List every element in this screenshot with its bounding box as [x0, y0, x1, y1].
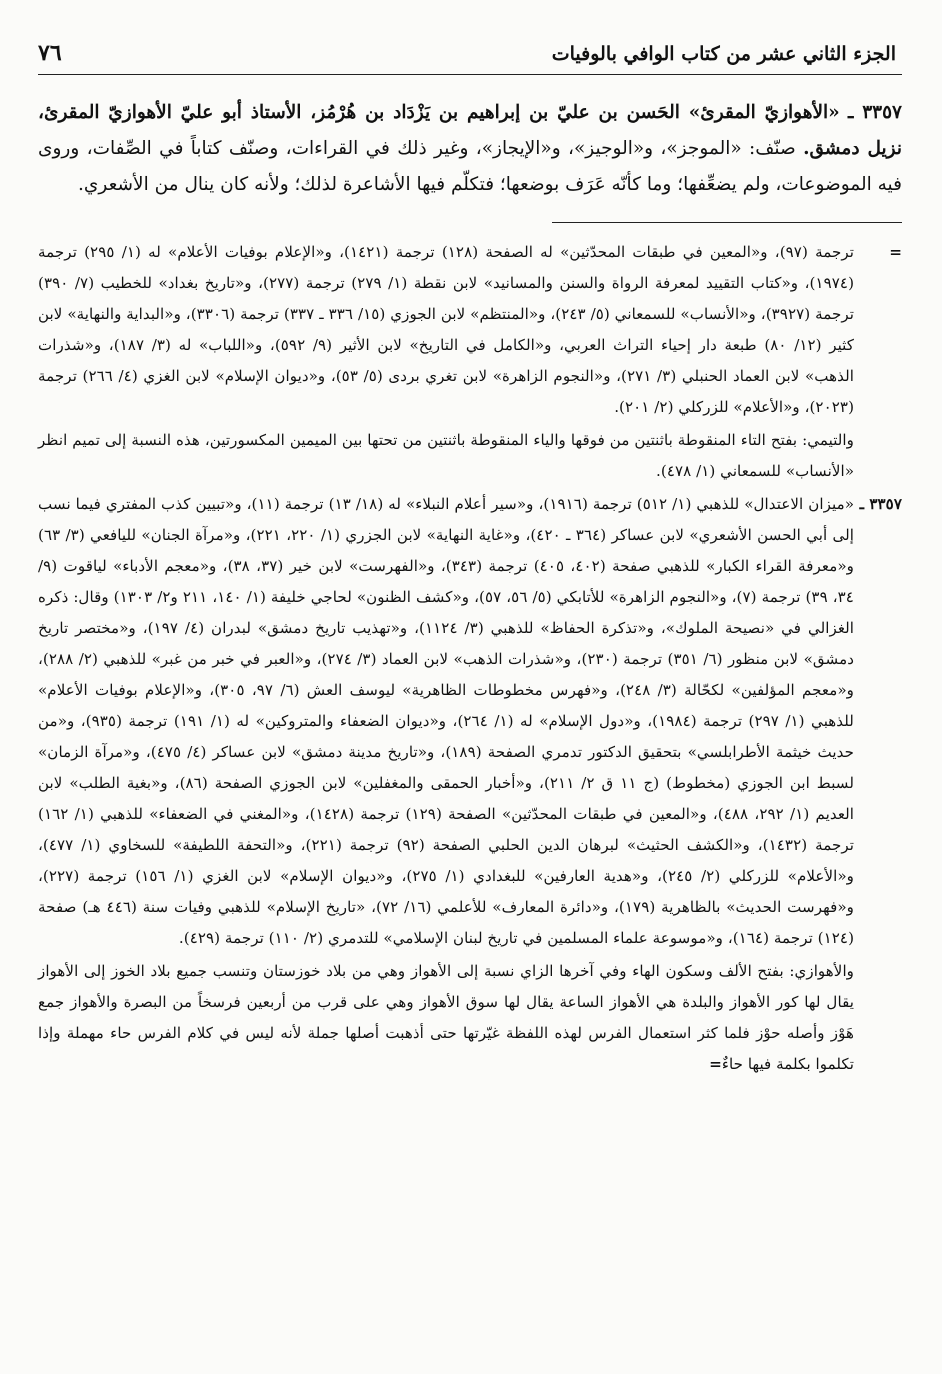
footnote-text: والأهوازي: بفتح الألف وسكون الهاء وفي آخرها الزاي نسبة إلى الأهواز وهي من بلاد خوزستان وتنسب جميع بلاد الخوز إلى الأهواز يقال لها كور الأهواز والبلدة هي الأهواز الساعة يقال لها سوق الأهواز وهي على قرب من أربعين فرسخاً من البصرة والأهواز جمع هَوْز وأصله حوْز فلما كثر استعمال الفرس لهذه اللفظة غيّرتها حتى أذهبت أصلها جملة لأنه ليس في كلام الفرس حاء مهملة وإذا تكلموا بكلمة فيها حاءٌ [38, 961, 854, 1073]
entry-body: صنّف: «الموجز»، و«الوجيز»، و«الإيجاز»، وغير ذلك في القراءات، وصنّف كتاباً في الصِّفات، وروى فيه الموضوعات، ولم يضعِّفها؛ وما كأنّه عَرَف بوضعها؛ فتكلّم فيها الأشاعرة لذلك؛ ولأنه كان ينال من الأشعري. [38, 138, 902, 195]
footnote-text: «ميزان الاعتدال» للذهبي (١/ ٥١٢) ترجمة (١٩١٦)، و«سير أعلام النبلاء» له (١٨/ ١٣) ترجمة (١١)، و«تبيين كذب المفتري فيما نسب إلى أبي الحسن الأشعري» لابن عساكر (٣٦٤ ـ ٤٢٠)، و«غاية النهاية» لابن الجزري (١/ ٢٢٠، ٢٢١)، و«مرآة الجنان» لليافعي (٣/ ٦٣) و«معرفة القراء الكبار» للذهبي صفحة (٤٠٢، ٤٠٥) ترجمة (٣٤٣)، و«الفهرست» لابن خير (٣٧، ٣٨)، و«معجم الأدباء» لياقوت (٩/ ٣٤، ٣٩) ترجمة (٧)، و«النجوم الزاهرة» للأتابكي (٥/ ٥٦، ٥٧)، و«كشف الظنون» لحاجي خليفة (١/ ١٤٠، ٢١١ و٢/ ١٣٠٣) وقال: ذكره الغزالي في «نصيحة الملوك»، و«تذكرة الحفاظ» للذهبي (٣/ ١١٢٤)، و«تهذيب تاريخ دمشق» لبدران (٤/ ١٩٧)، و«مختصر تاريخ دمشق» لابن منظور (٦/ ٣٥١) ترجمة (٢٣٠)، و«شذرات الذهب» لابن العماد (٣/ ٢٧٤)، و«العبر في خبر من غبر» للذهبي (٢/ ٢٨٨)، و«معجم المؤلفين» لكحّالة (٣/ ٢٤٨)، و«فهرس مخطوطات الظاهرية» ليوسف العش (٦/ ٩٧، ٣٠٥)، و«الإعلام بوفيات الأعلام» للذهبي (١/ ٢٩٧) ترجمة (١٩٨٤)، و«دول الإسلام» له (١/ ٢٦٤)، و«ديوان الضعفاء والمتروكين» له (١/ ١٩١) ترجمة (٩٣٥)، و«من حديث خيثمة الأطرابلسي» بتحقيق الدكتور تدمري الصفحة (١٨٩)، و«تاريخ مدينة دمشق» لابن عساكر (٤/ ٤٧٥)، و«مرآة الزمان» لسبط ابن الجوزي (مخطوط) (ج ١١ ق ٢/ ٢١١)، و«أخبار الحمقى والمغفلين» لابن الجوزي الصفحة (٨٦)، و«بغية الطلب» لابن العديم (١/ ٢٩٢، ٤٨٨)، و«المعين في طبقات المحدّثين» الصفحة (١٢٩) ترجمة (١٤٢٨)، و«المغني في الضعفاء» للذهبي (١/ ١٦٢) ترجمة (١٤٣٢)، و«الكشف الحثيث» لبرهان الدين الحلبي الصفحة (٩٢) ترجمة (٢٢١)، و«التحفة اللطيفة» للسخاوي (١/ ٤٧٧)، و«الأعلام» للزركلي (٢/ ٢٤٥)، و«هدية العارفين» للبغدادي (١/ ٢٧٥)، و«ديوان الإسلام» لابن الغزي (١/ ١٥٦) ترجمة (٢٢٧)، و«فهرست الحديث» بالظاهرية (١٧٩)، و«دائرة المعارف» للأعلمي (١٦/ ٧٢)، «تاريخ الإسلام» للذهبي وفيات سنة (٤٤٦ هـ) صفحة (١٢٤) ترجمة (١٦٤)، و«موسوعة علماء المسلمين في تاريخ لبنان الإسلامي» للتدمري (٢/ ١١٠) ترجمة (٤٢٩). [38, 494, 855, 947]
page-header [38, 40, 902, 75]
page [38, 40, 902, 1082]
page-number: ٧٦ [38, 40, 62, 66]
footnote-separator [552, 222, 902, 223]
biography-entry [38, 95, 902, 203]
entry-number: ٣٣٥٧ ـ [848, 102, 902, 123]
footnote-paragraph [38, 956, 902, 1080]
continuation-mark: = [709, 1054, 722, 1073]
footnote-text: ترجمة (٩٧)، و«المعين في طبقات المحدّثين» له الصفحة (١٢٨) ترجمة (١٤٢١)، و«الإعلام بوفيات الأعلام» له (١/ ٢٩٥) ترجمة (١٩٧٤)، و«كتاب التقييد لمعرفة الرواة والسنن والمسانيد» لابن نقطة (١/ ٢٧٩) ترجمة (٢٧٧)، و«تاريخ بغداد» للخطيب (٧/ ٣٩٠) ترجمة (٣٩٢٧)، و«الأنساب» للسمعاني (٥/ ٢٤٣)، و«المنتظم» لابن الجوزي (١٥/ ٣٣٦ ـ ٣٣٧) ترجمة (٣٣٠٦)، و«البداية والنهاية» لابن كثير (١٢/ ٨٠) طبعة دار إحياء التراث العربي، و«الكامل في التاريخ» لابن الأثير (٩/ ٥٩٢)، و«اللباب» له (٣/ ١٨٧)، و«شذرات الذهب» لابن العماد الحنبلي (٣/ ٢٧١)، و«النجوم الزاهرة» لابن تغري بردى (٥/ ٥٣)، و«ديوان الإسلام» لابن الغزي (٤/ ٢٦٦) ترجمة (٢٠٢٣)، و«الأعلام» للزركلي (٢/ ٢٠١). [38, 242, 855, 416]
running-title: الجزء الثاني عشر من كتاب الوافي بالوفيات [551, 43, 896, 65]
footnote-marker: = [889, 242, 902, 261]
footnote-marker: ٣٣٥٧ ـ [859, 494, 902, 513]
footnote-3357 [38, 489, 902, 954]
footnote-text: والتيمي: بفتح التاء المنقوطة باثنتين من فوقها والياء المنقوطة باثنتين من تحتها بين الميمين المكسورتين، هذه النسبة إلى تميم انظر «الأنساب» للسمعاني (١/ ٤٧٨). [38, 430, 854, 480]
footnote-paragraph [38, 425, 902, 487]
footnote-continuation [38, 237, 902, 423]
entry-heading: «الأهوازيّ المقرئ» الحَسن بن عليّ بن إبراهيم بن يَزْدَاد بن هُرْمُز، الأستاذ أبو عليّ الأهوازيّ المقرئ، نزيل دمشق. [38, 102, 902, 159]
footnotes [38, 237, 902, 1080]
